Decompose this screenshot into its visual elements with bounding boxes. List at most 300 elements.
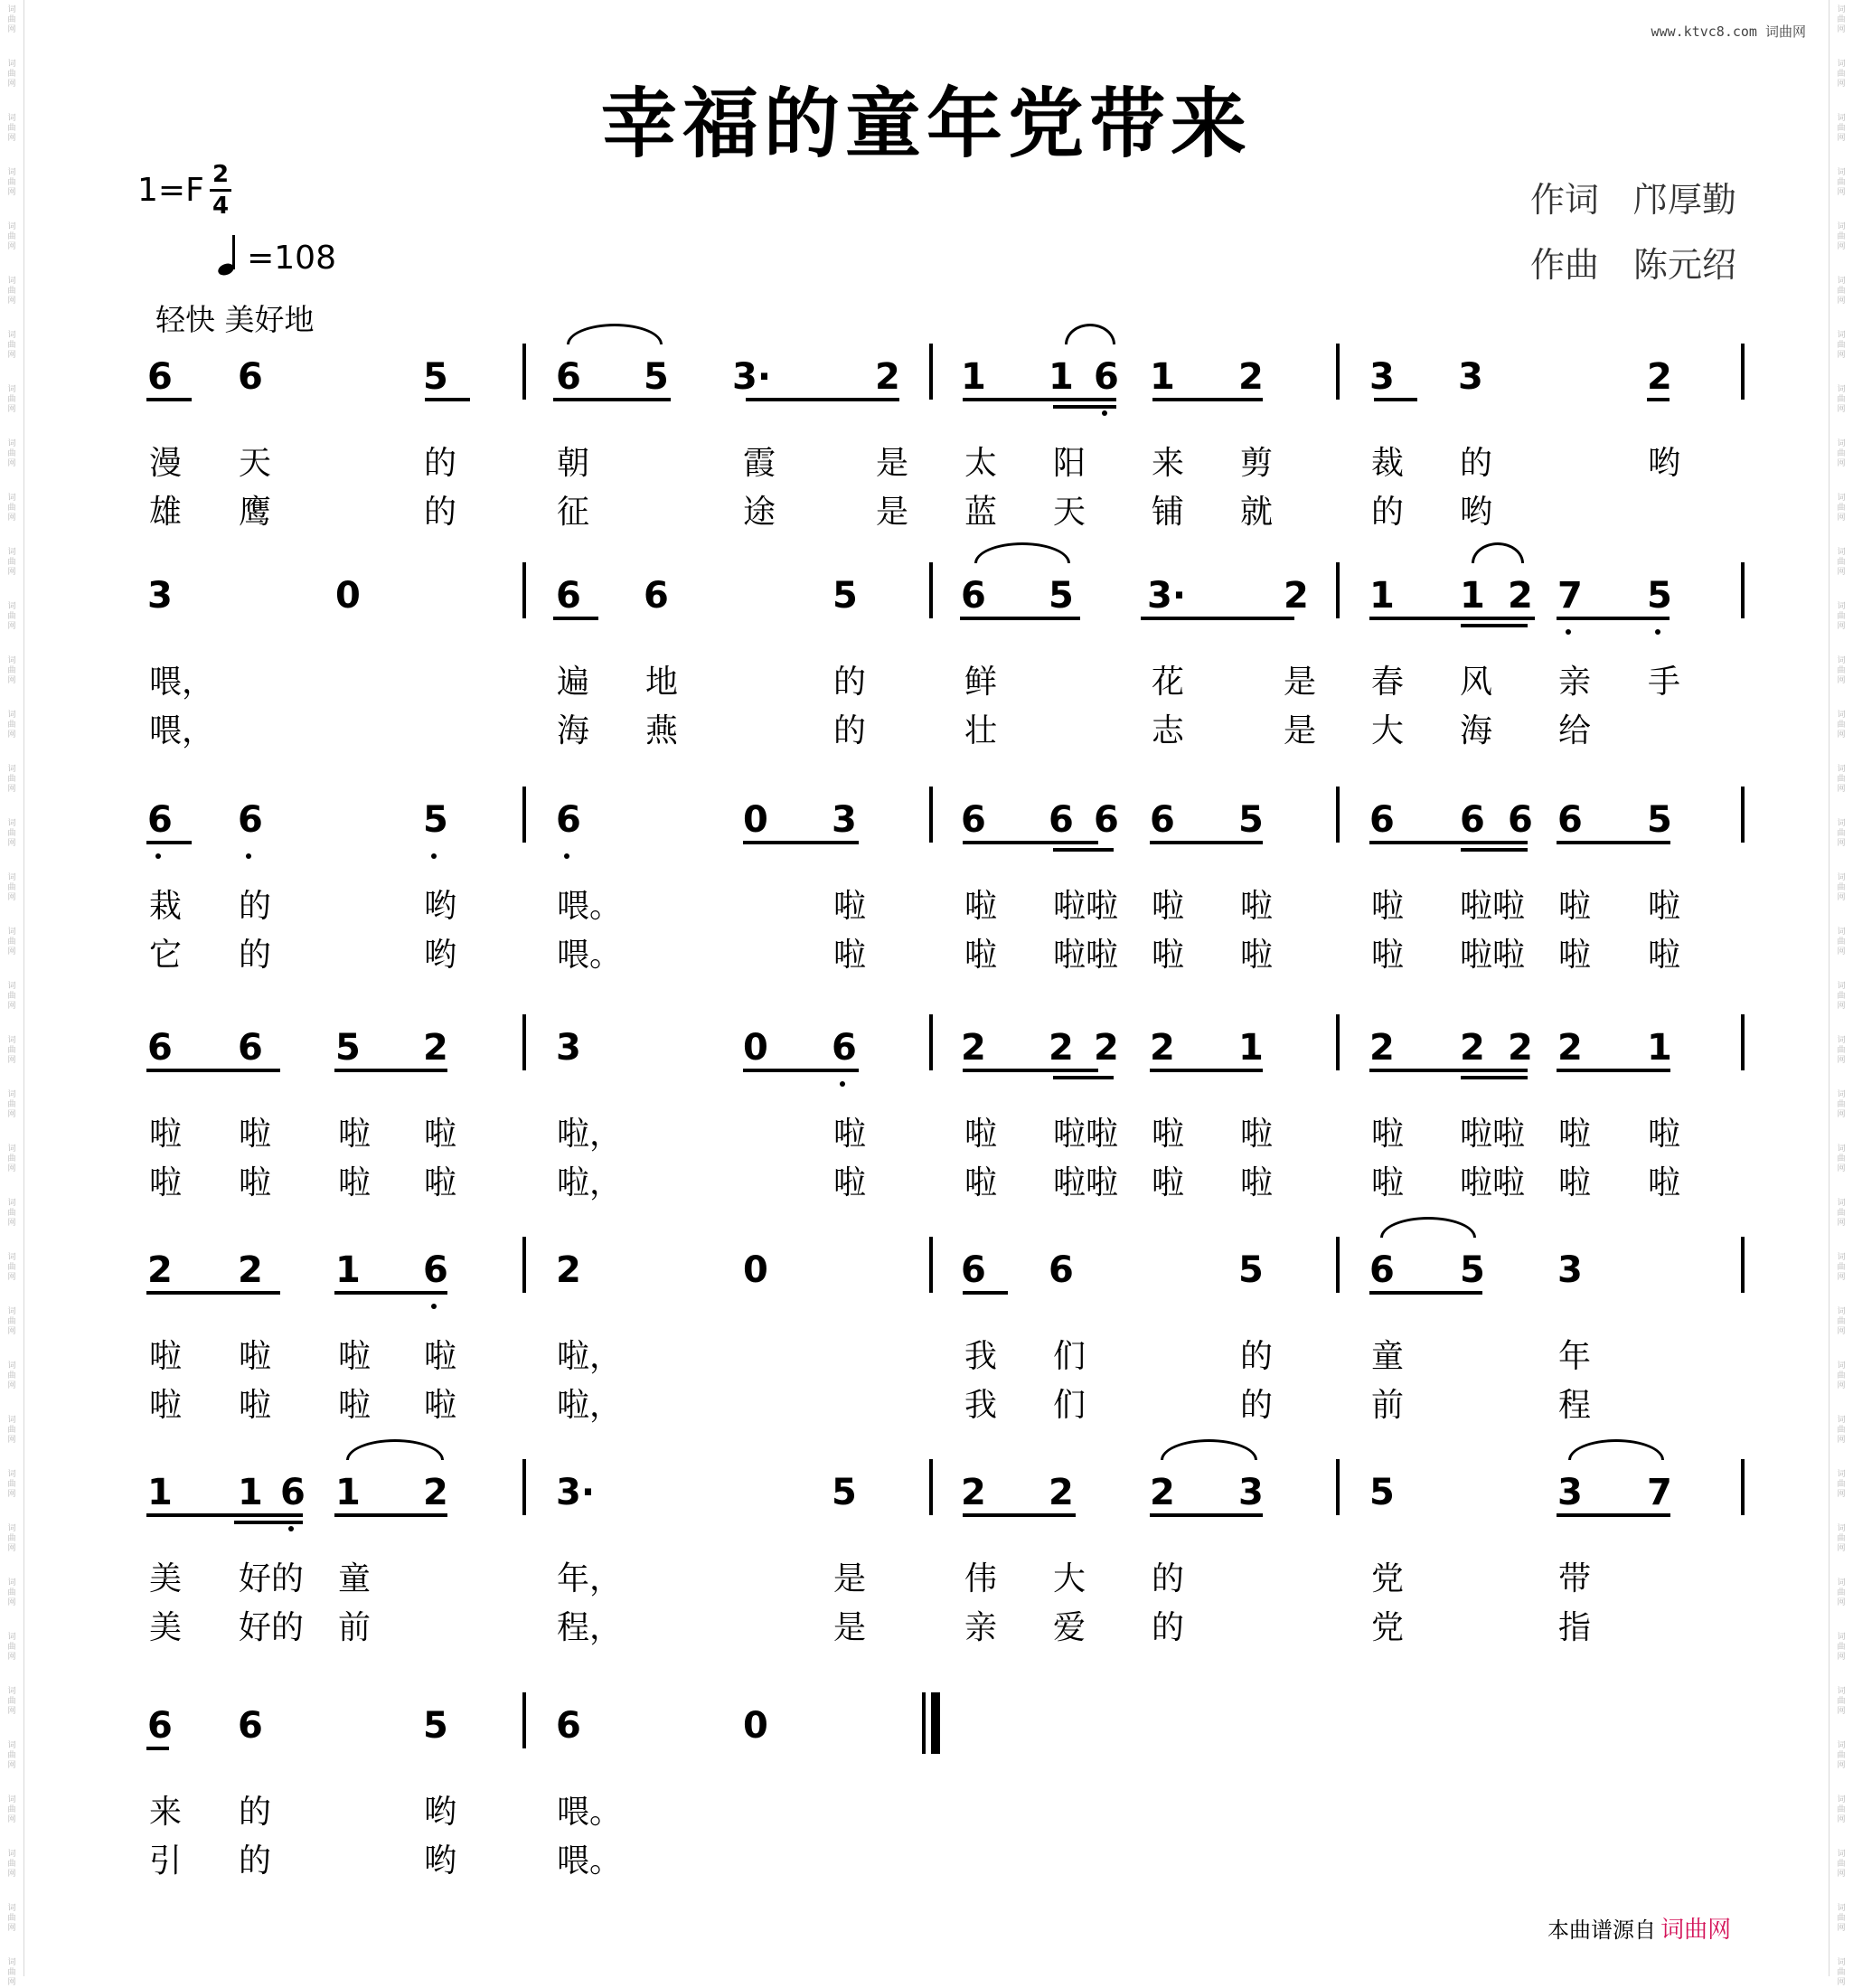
side-watermark: 词 曲 网 — [7, 1741, 16, 1770]
note: 2 — [1284, 575, 1309, 617]
octave-dot — [840, 1081, 845, 1087]
slur-arc — [1472, 542, 1524, 563]
beam-line — [146, 398, 192, 401]
lyric-verse-2: 啦 — [424, 1387, 457, 1424]
lyric-verse-1: 裁 — [1371, 445, 1405, 482]
note: 0 — [743, 1705, 768, 1747]
lyric-verse-1: 栽 — [149, 888, 183, 925]
side-watermark: 词 曲 网 — [1837, 1795, 1846, 1824]
right-margin-strip — [1829, 0, 1853, 1987]
side-watermark: 词 曲 网 — [7, 1524, 16, 1553]
lyric-verse-1: 啦 — [964, 1116, 998, 1153]
lyric-verse-1: 啦 — [1152, 1116, 1185, 1153]
side-watermark: 词 曲 网 — [7, 819, 16, 848]
lyric-verse-1: 啦 — [1648, 1116, 1681, 1153]
bar-line — [1336, 1237, 1340, 1293]
beam-line — [553, 398, 671, 401]
composer-credit: 作曲 陈元绍 — [1530, 245, 1737, 285]
lyric-verse-2: 啦， — [557, 1164, 623, 1201]
lyric-verse-1: 啦 — [239, 1338, 272, 1375]
lyric-verse-1: 喂。 — [557, 1794, 623, 1831]
note: 5 — [335, 1027, 361, 1069]
side-watermark: 词 曲 网 — [7, 5, 16, 34]
note: 3 — [1369, 356, 1395, 398]
lyric-verse-2: 征 — [557, 494, 590, 531]
side-watermark: 词 曲 网 — [1837, 1470, 1846, 1499]
lyric-verse-2: 啦 — [1558, 1164, 1592, 1201]
lyric-verse-1: 的 — [1152, 1560, 1185, 1597]
side-watermark: 词 曲 网 — [7, 711, 16, 740]
note: 6 — [147, 1027, 173, 1069]
note: 3· — [732, 356, 772, 398]
quarter-note-icon — [217, 233, 242, 277]
slur-arc — [567, 324, 663, 344]
note: 6 — [556, 575, 581, 617]
bar-line — [929, 1459, 933, 1515]
lyric-verse-1: 年， — [557, 1560, 623, 1597]
side-watermark: 词 曲 网 — [1837, 1578, 1846, 1607]
beam-line — [1053, 1069, 1098, 1072]
beam-line — [1369, 617, 1520, 620]
octave-dot — [288, 1526, 294, 1531]
side-watermark: 词 曲 网 — [7, 1307, 16, 1336]
note: 3· — [556, 1472, 596, 1513]
lyric-verse-2: 的 — [1371, 494, 1405, 531]
bar-line — [522, 562, 526, 618]
beam-line — [334, 1069, 447, 1072]
note: 5 — [1369, 1472, 1395, 1513]
note: 6 — [1094, 356, 1119, 398]
side-watermark: 词 曲 网 — [1837, 1741, 1846, 1770]
beam-line — [1369, 1291, 1482, 1295]
lyric-verse-2: 啦 — [1371, 937, 1405, 974]
side-watermark: 词 曲 网 — [1837, 711, 1846, 740]
note: 2 — [147, 1249, 173, 1291]
final-bar-line — [922, 1692, 926, 1754]
note: 3 — [1557, 1472, 1583, 1513]
lyric-verse-1: 啦 — [1371, 888, 1405, 925]
slur-arc — [1380, 1217, 1476, 1238]
lyric-verse-2: 啦 — [964, 937, 998, 974]
side-watermark: 词 曲 网 — [7, 1633, 16, 1662]
lyric-verse-2: 壮 — [964, 712, 998, 749]
note: 1 — [335, 1249, 361, 1291]
lyric-verse-1: 的 — [1240, 1338, 1274, 1375]
side-watermark: 词 曲 网 — [7, 114, 16, 143]
note: 6 — [556, 799, 581, 841]
beam-line-double — [1461, 848, 1528, 852]
bar-line — [522, 1237, 526, 1293]
lyric-verse-1: 啦 — [239, 1116, 272, 1153]
note: 5 — [423, 1705, 448, 1747]
side-watermark: 词 曲 网 — [1837, 1145, 1846, 1173]
lyric-verse-1: 我 — [964, 1338, 998, 1375]
note: 6 — [238, 356, 263, 398]
note: 7 — [1557, 575, 1583, 617]
side-watermark: 词 曲 网 — [7, 494, 16, 523]
side-watermark: 词 曲 网 — [7, 1145, 16, 1173]
bar-line — [1741, 1237, 1745, 1293]
bar-line — [522, 344, 526, 400]
bar-line — [1741, 562, 1745, 618]
lyric-verse-1: 啦 — [338, 1338, 372, 1375]
side-watermark: 词 曲 网 — [7, 1795, 16, 1824]
lyric-verse-2: 啦啦 — [1460, 937, 1526, 974]
slur-arc — [1065, 324, 1115, 344]
side-watermark: 词 曲 网 — [1837, 548, 1846, 577]
page-title: 幸福的童年党带来 — [600, 79, 1252, 168]
side-watermark: 词 曲 网 — [1837, 1253, 1846, 1282]
bar-line — [522, 1014, 526, 1070]
side-watermark: 词 曲 网 — [7, 602, 16, 631]
time-signature-bottom: 4 — [212, 193, 230, 220]
lyric-verse-1: 手 — [1648, 664, 1681, 701]
note: 2 — [1150, 1027, 1175, 1069]
lyric-verse-1: 哟 — [424, 888, 457, 925]
note: 5 — [1238, 799, 1264, 841]
lyric-verse-2: 啦啦 — [1053, 937, 1119, 974]
note: 2 — [1049, 1027, 1074, 1069]
lyric-verse-1: 的 — [1460, 445, 1493, 482]
lyric-verse-1: 们 — [1053, 1338, 1086, 1375]
note: 2 — [961, 1027, 986, 1069]
note: 1 — [1150, 356, 1175, 398]
lyric-verse-2: 前 — [338, 1609, 372, 1646]
side-watermark: 词 曲 网 — [1837, 602, 1846, 631]
time-signature-rule — [210, 189, 231, 192]
note: 3 — [1557, 1249, 1583, 1291]
lyric-verse-1: 的 — [424, 445, 457, 482]
note: 2 — [556, 1249, 581, 1291]
note: 1 — [1647, 1027, 1672, 1069]
lyric-verse-1: 啦 — [1558, 1116, 1592, 1153]
note: 1 — [1049, 356, 1074, 398]
lyric-verse-2: 给 — [1558, 712, 1592, 749]
side-watermark: 词 曲 网 — [1837, 1687, 1846, 1716]
note: 7 — [1647, 1472, 1672, 1513]
lyric-verse-2: 啦啦 — [1460, 1164, 1526, 1201]
lyric-verse-1: 啦 — [1240, 1116, 1274, 1153]
beam-line — [1557, 1069, 1670, 1072]
note: 5 — [644, 356, 669, 398]
lyric-verse-2: 我 — [964, 1387, 998, 1424]
side-watermark: 词 曲 网 — [1837, 1904, 1846, 1933]
lyric-verse-2: 引 — [149, 1842, 183, 1880]
lyric-verse-1: 啦 — [149, 1116, 183, 1153]
lyric-verse-2: 啦 — [1240, 1164, 1274, 1201]
lyric-verse-1: 是 — [1284, 664, 1317, 701]
side-watermark: 词 曲 网 — [7, 656, 16, 685]
note: 6 — [1460, 799, 1485, 841]
beam-line — [1150, 1069, 1263, 1072]
side-watermark: 词 曲 网 — [1837, 385, 1846, 414]
note: 3 — [1458, 356, 1483, 398]
octave-dot — [564, 853, 569, 859]
octave-dot — [1655, 629, 1660, 635]
side-watermark: 词 曲 网 — [7, 1850, 16, 1879]
lyric-verse-1: 阳 — [1053, 445, 1086, 482]
side-watermark: 词 曲 网 — [7, 1253, 16, 1282]
note: 6 — [961, 799, 986, 841]
lyric-verse-2: 燕 — [645, 712, 679, 749]
note: 2 — [961, 1472, 986, 1513]
lyric-verse-2: 海 — [557, 712, 590, 749]
side-watermark: 词 曲 网 — [7, 1361, 16, 1390]
lyric-verse-1: 是 — [833, 1560, 867, 1597]
note: 2 — [1508, 575, 1533, 617]
side-watermark: 词 曲 网 — [1837, 277, 1846, 306]
note: 6 — [832, 1027, 857, 1069]
lyric-verse-2: 铺 — [1152, 494, 1185, 531]
beam-line — [1053, 841, 1098, 844]
side-watermark: 词 曲 网 — [7, 331, 16, 360]
beam-line — [146, 1747, 169, 1750]
lyric-verse-2: 爱 — [1053, 1609, 1086, 1646]
lyric-verse-2: 指 — [1558, 1609, 1592, 1646]
lyric-verse-1: 好的 — [239, 1560, 305, 1597]
slur-arc — [1161, 1439, 1257, 1460]
lyric-verse-1: 啦 — [833, 888, 867, 925]
lyric-verse-1: 啦 — [338, 1116, 372, 1153]
side-watermark: 词 曲 网 — [1837, 168, 1846, 197]
bar-line — [522, 1459, 526, 1515]
beam-line — [1461, 1069, 1528, 1072]
side-watermark: 词 曲 网 — [7, 1470, 16, 1499]
lyric-verse-1: 啦啦 — [1460, 888, 1526, 925]
note: 5 — [1460, 1249, 1485, 1291]
tempo-marking — [217, 233, 336, 277]
note: 6 — [147, 356, 173, 398]
bar-line — [1741, 344, 1745, 400]
note: 3· — [1147, 575, 1187, 617]
watermark-site: 词曲网 — [1764, 24, 1806, 40]
note: 2 — [875, 356, 900, 398]
note: 5 — [832, 575, 858, 617]
beam-line — [1141, 617, 1207, 620]
side-watermark: 词 曲 网 — [1837, 331, 1846, 360]
bar-line — [1336, 562, 1340, 618]
side-watermark: 词 曲 网 — [1837, 656, 1846, 685]
watermark-url-block — [1651, 22, 1806, 41]
side-watermark: 词 曲 网 — [1837, 819, 1846, 848]
note: 3 — [556, 1027, 581, 1069]
slur-arc — [974, 542, 1070, 563]
side-watermark: 词 曲 网 — [7, 982, 16, 1011]
side-watermark: 词 曲 网 — [7, 60, 16, 89]
side-watermark: 词 曲 网 — [7, 1036, 16, 1065]
lyric-verse-2: 啦 — [338, 1164, 372, 1201]
side-watermark: 词 曲 网 — [1837, 1850, 1846, 1879]
side-watermark: 词 曲 网 — [7, 1578, 16, 1607]
lyric-verse-2: 蓝 — [964, 494, 998, 531]
note: 5 — [1647, 575, 1672, 617]
note: 6 — [556, 1705, 581, 1747]
left-margin-strip — [0, 0, 24, 1987]
lyric-verse-2: 们 — [1053, 1387, 1086, 1424]
side-watermark: 词 曲 网 — [1837, 1416, 1846, 1445]
lyric-verse-1: 遍 — [557, 664, 590, 701]
bar-line — [522, 1692, 526, 1748]
time-signature — [210, 161, 231, 220]
note: 1 — [1238, 1027, 1264, 1069]
note: 5 — [1647, 799, 1672, 841]
side-watermark: 词 曲 网 — [7, 1090, 16, 1119]
note: 6 — [1369, 799, 1395, 841]
lyric-verse-1: 大 — [1053, 1560, 1086, 1597]
lyric-verse-1: 啦， — [557, 1116, 623, 1153]
lyric-verse-1: 啦 — [424, 1116, 457, 1153]
lyric-verse-2: 的 — [424, 494, 457, 531]
lyric-verse-1: 啦 — [1240, 888, 1274, 925]
lyric-verse-1: 的 — [239, 1794, 272, 1831]
side-watermark: 词 曲 网 — [1837, 439, 1846, 468]
note: 6 — [280, 1472, 306, 1513]
bar-line — [1741, 1014, 1745, 1070]
bar-line — [1336, 787, 1340, 843]
note: 6 — [423, 1249, 448, 1291]
time-signature-top: 2 — [212, 161, 230, 188]
lyric-verse-1: 啦啦 — [1053, 888, 1119, 925]
slur-arc — [1568, 1439, 1664, 1460]
lyric-verse-2: 啦 — [1371, 1164, 1405, 1201]
beam-line — [1150, 841, 1263, 844]
note: 1 — [238, 1472, 263, 1513]
bar-line — [929, 562, 933, 618]
octave-dot — [1102, 410, 1107, 416]
lyric-verse-1: 啦， — [557, 1338, 623, 1375]
lyric-verse-2: 哟 — [424, 937, 457, 974]
beam-line — [1150, 1513, 1263, 1517]
note: 6 — [644, 575, 669, 617]
lyricist-credit: 作词 邝厚勤 — [1530, 180, 1737, 220]
octave-dot — [431, 1304, 437, 1309]
lyric-verse-2: 啦 — [239, 1164, 272, 1201]
side-watermark: 词 曲 网 — [7, 1416, 16, 1445]
note: 6 — [1049, 799, 1074, 841]
beam-line — [146, 841, 192, 844]
side-watermark: 词 曲 网 — [1837, 494, 1846, 523]
note: 6 — [1369, 1249, 1395, 1291]
side-watermark: 词 曲 网 — [7, 765, 16, 794]
side-watermark: 词 曲 网 — [7, 1687, 16, 1716]
key-signature: 1=F — [137, 172, 204, 209]
note: 0 — [743, 799, 768, 841]
side-watermark: 词 曲 网 — [1837, 1090, 1846, 1119]
lyric-verse-2: 的 — [239, 1842, 272, 1880]
lyric-verse-2: 啦 — [833, 937, 867, 974]
note: 6 — [147, 1705, 173, 1747]
note: 6 — [238, 1705, 263, 1747]
note: 5 — [423, 356, 448, 398]
note: 0 — [335, 575, 361, 617]
lyric-verse-1: 党 — [1371, 1560, 1405, 1597]
side-watermark: 词 曲 网 — [7, 928, 16, 956]
side-watermark: 词 曲 网 — [1837, 1307, 1846, 1336]
lyric-verse-1: 啦 — [1371, 1116, 1405, 1153]
lyric-verse-2: 鹰 — [239, 494, 272, 531]
expression-marking: 轻快 美好地 — [155, 302, 315, 337]
note: 2 — [1647, 356, 1672, 398]
lyric-verse-2: 啦 — [1152, 937, 1185, 974]
lyric-verse-1: 啦 — [1648, 888, 1681, 925]
side-watermark: 词 曲 网 — [1837, 928, 1846, 956]
bar-line — [1336, 1014, 1340, 1070]
lyric-verse-2: 啦 — [1648, 1164, 1681, 1201]
lyric-verse-2: 啦 — [833, 1164, 867, 1201]
lyric-verse-1: 朝 — [557, 445, 590, 482]
lyric-verse-2: 哟 — [424, 1842, 457, 1880]
lyric-verse-1: 美 — [149, 1560, 183, 1597]
lyric-verse-2: 程 — [1558, 1387, 1592, 1424]
lyric-verse-1: 天 — [239, 445, 272, 482]
note: 1 — [1460, 575, 1485, 617]
beam-line-double — [1461, 624, 1528, 627]
octave-dot — [155, 853, 161, 859]
note: 2 — [238, 1249, 263, 1291]
lyric-verse-1: 霞 — [743, 445, 776, 482]
bar-line — [1336, 1459, 1340, 1515]
note: 0 — [743, 1027, 768, 1069]
lyric-verse-1: 带 — [1558, 1560, 1592, 1597]
lyric-verse-2: 前 — [1371, 1387, 1405, 1424]
lyric-verse-1: 亲 — [1558, 664, 1592, 701]
lyric-verse-1: 花 — [1152, 664, 1185, 701]
lyric-verse-2: 啦 — [149, 1387, 183, 1424]
lyric-verse-2: 党 — [1371, 1609, 1405, 1646]
beam-line — [963, 1513, 1076, 1517]
note: 2 — [1049, 1472, 1074, 1513]
note: 2 — [1238, 356, 1264, 398]
beam-line — [146, 1069, 280, 1072]
note: 5 — [1238, 1249, 1264, 1291]
note: 6 — [1094, 799, 1119, 841]
lyric-verse-1: 啦 — [149, 1338, 183, 1375]
side-watermark: 词 曲 网 — [7, 1904, 16, 1933]
side-watermark: 词 曲 网 — [7, 277, 16, 306]
beam-line-double — [1053, 405, 1116, 409]
lyric-verse-2: 大 — [1371, 712, 1405, 749]
note: 6 — [238, 1027, 263, 1069]
beam-line-double — [1053, 848, 1114, 852]
side-watermark: 词 曲 网 — [1837, 1361, 1846, 1390]
lyric-verse-1: 伟 — [964, 1560, 998, 1597]
beam-line — [234, 1513, 303, 1517]
lyric-verse-2: 喂。 — [557, 937, 623, 974]
note: 2 — [1094, 1027, 1119, 1069]
side-watermark: 词 曲 网 — [1837, 1036, 1846, 1065]
note: 2 — [1557, 1027, 1583, 1069]
beam-line — [1557, 1513, 1670, 1517]
bar-line — [929, 344, 933, 400]
lyric-verse-2: 美 — [149, 1609, 183, 1646]
lyric-verse-1: 漫 — [149, 445, 183, 482]
lyric-verse-1: 啦 — [833, 1116, 867, 1153]
lyric-verse-2: 啦 — [424, 1164, 457, 1201]
slur-arc — [346, 1439, 444, 1460]
note: 2 — [1508, 1027, 1533, 1069]
lyric-verse-2: 程， — [557, 1609, 623, 1646]
beam-line — [743, 1069, 859, 1072]
lyric-verse-1: 地 — [645, 664, 679, 701]
beam-line — [425, 398, 470, 401]
beam-line — [334, 1291, 447, 1295]
lyric-verse-2: 是 — [1284, 712, 1317, 749]
lyric-verse-1: 太 — [964, 445, 998, 482]
lyric-verse-2: 雄 — [149, 494, 183, 531]
lyric-verse-1: 啦 — [964, 888, 998, 925]
octave-dot — [246, 853, 251, 859]
beam-line-double — [1053, 1076, 1114, 1079]
